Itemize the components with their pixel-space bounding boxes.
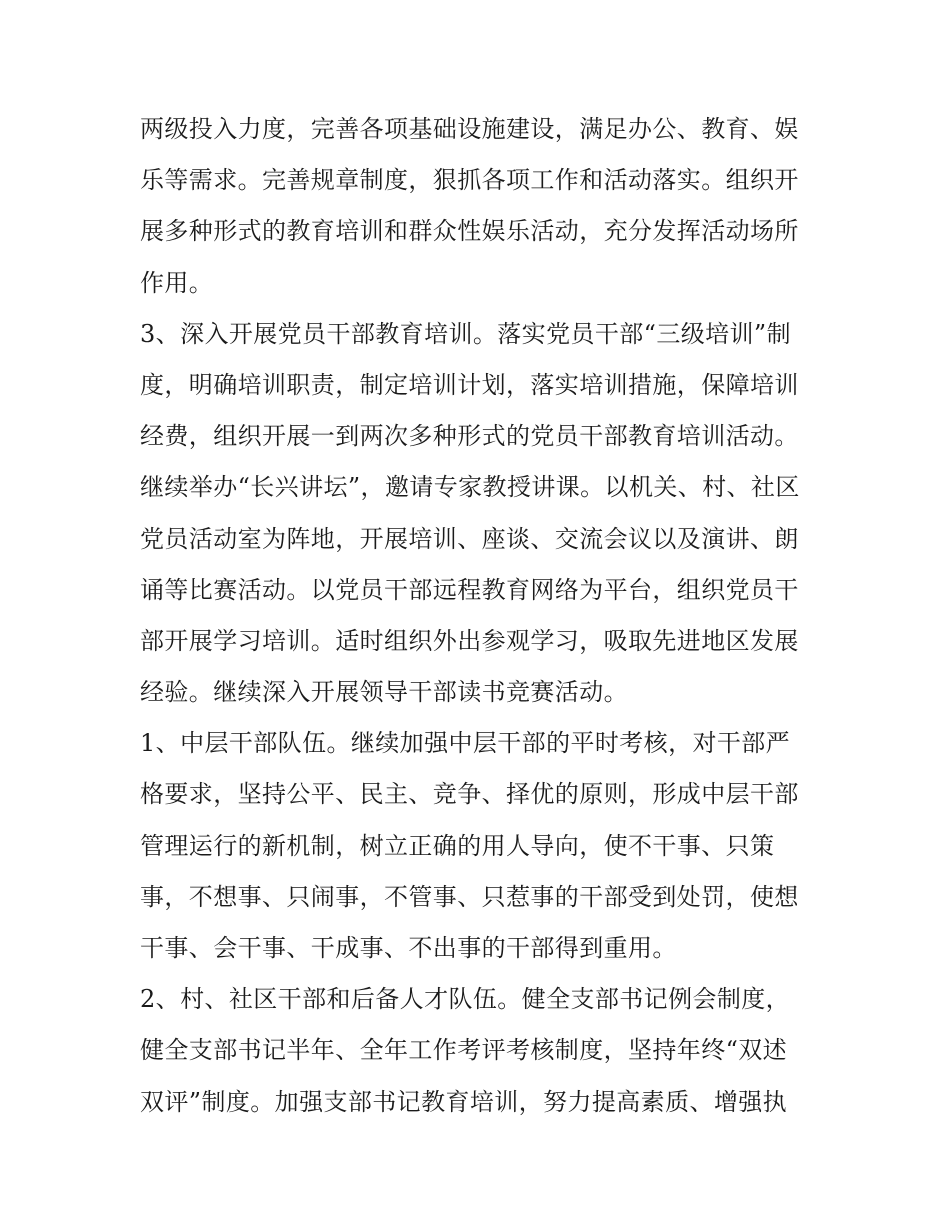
text-line: 双评”制度。加强支部书记教育培训，努力提高素质、增强执 [140, 1087, 788, 1116]
text-line: 两级投入力度，完善各项基础设施建设，满足办公、教育、娱 [140, 115, 799, 143]
text-line: 继续举办“长兴讲坛”，邀请专家教授讲课。以机关、村、社区 [140, 473, 800, 502]
text-line: 2、村、社区干部和后备人才队伍。健全支部书记例会制度， [140, 985, 791, 1014]
text-line: 部开展学习培训。适时组织外出参观学习，吸取先进地区发展 [140, 626, 799, 655]
text-line: 作用。 [140, 268, 214, 297]
text-line: 党员活动室为阵地，开展培训、座谈、交流会议以及演讲、朗 [140, 524, 799, 553]
text-line: 3、深入开展党员干部教育培训。落实党员干部“三级培训”制 [140, 319, 792, 348]
text-line: 健全支部书记半年、全年工作考评考核制度，坚持年终“双述 [140, 1036, 788, 1065]
text-line: 乐等需求。完善规章制度，狠抓各项工作和活动落实。组织开 [140, 166, 799, 195]
text-line: 管理运行的新机制，树立正确的用人导向，使不干事、只策 [140, 831, 775, 860]
text-line: 诵等比赛活动。以党员干部远程教育网络为平台，组织党员干 [140, 575, 799, 604]
text-line: 经费，组织开展一到两次多种形式的党员干部教育培训活动。 [140, 422, 799, 451]
text-line: 干事、会干事、干成事、不出事的干部得到重用。 [140, 934, 677, 962]
text-line: 格要求，坚持公平、民主、竞争、择优的原则，形成中层干部 [140, 780, 799, 809]
text-line: 度，明确培训职责，制定培训计划，落实培训措施，保障培训 [140, 370, 799, 399]
document-body [140, 104, 820, 1128]
text-line: 1、中层干部队伍。继续加强中层干部的平时考核，对干部严 [140, 729, 791, 758]
text-line: 经验。继续深入开展领导干部读书竞赛活动。 [140, 678, 628, 707]
text-line: 展多种形式的教育培训和群众性娱乐活动，充分发挥活动场所 [140, 217, 799, 246]
text-line: 事，不想事、只闹事，不管事、只惹事的干部受到处罚，使想 [140, 882, 799, 911]
